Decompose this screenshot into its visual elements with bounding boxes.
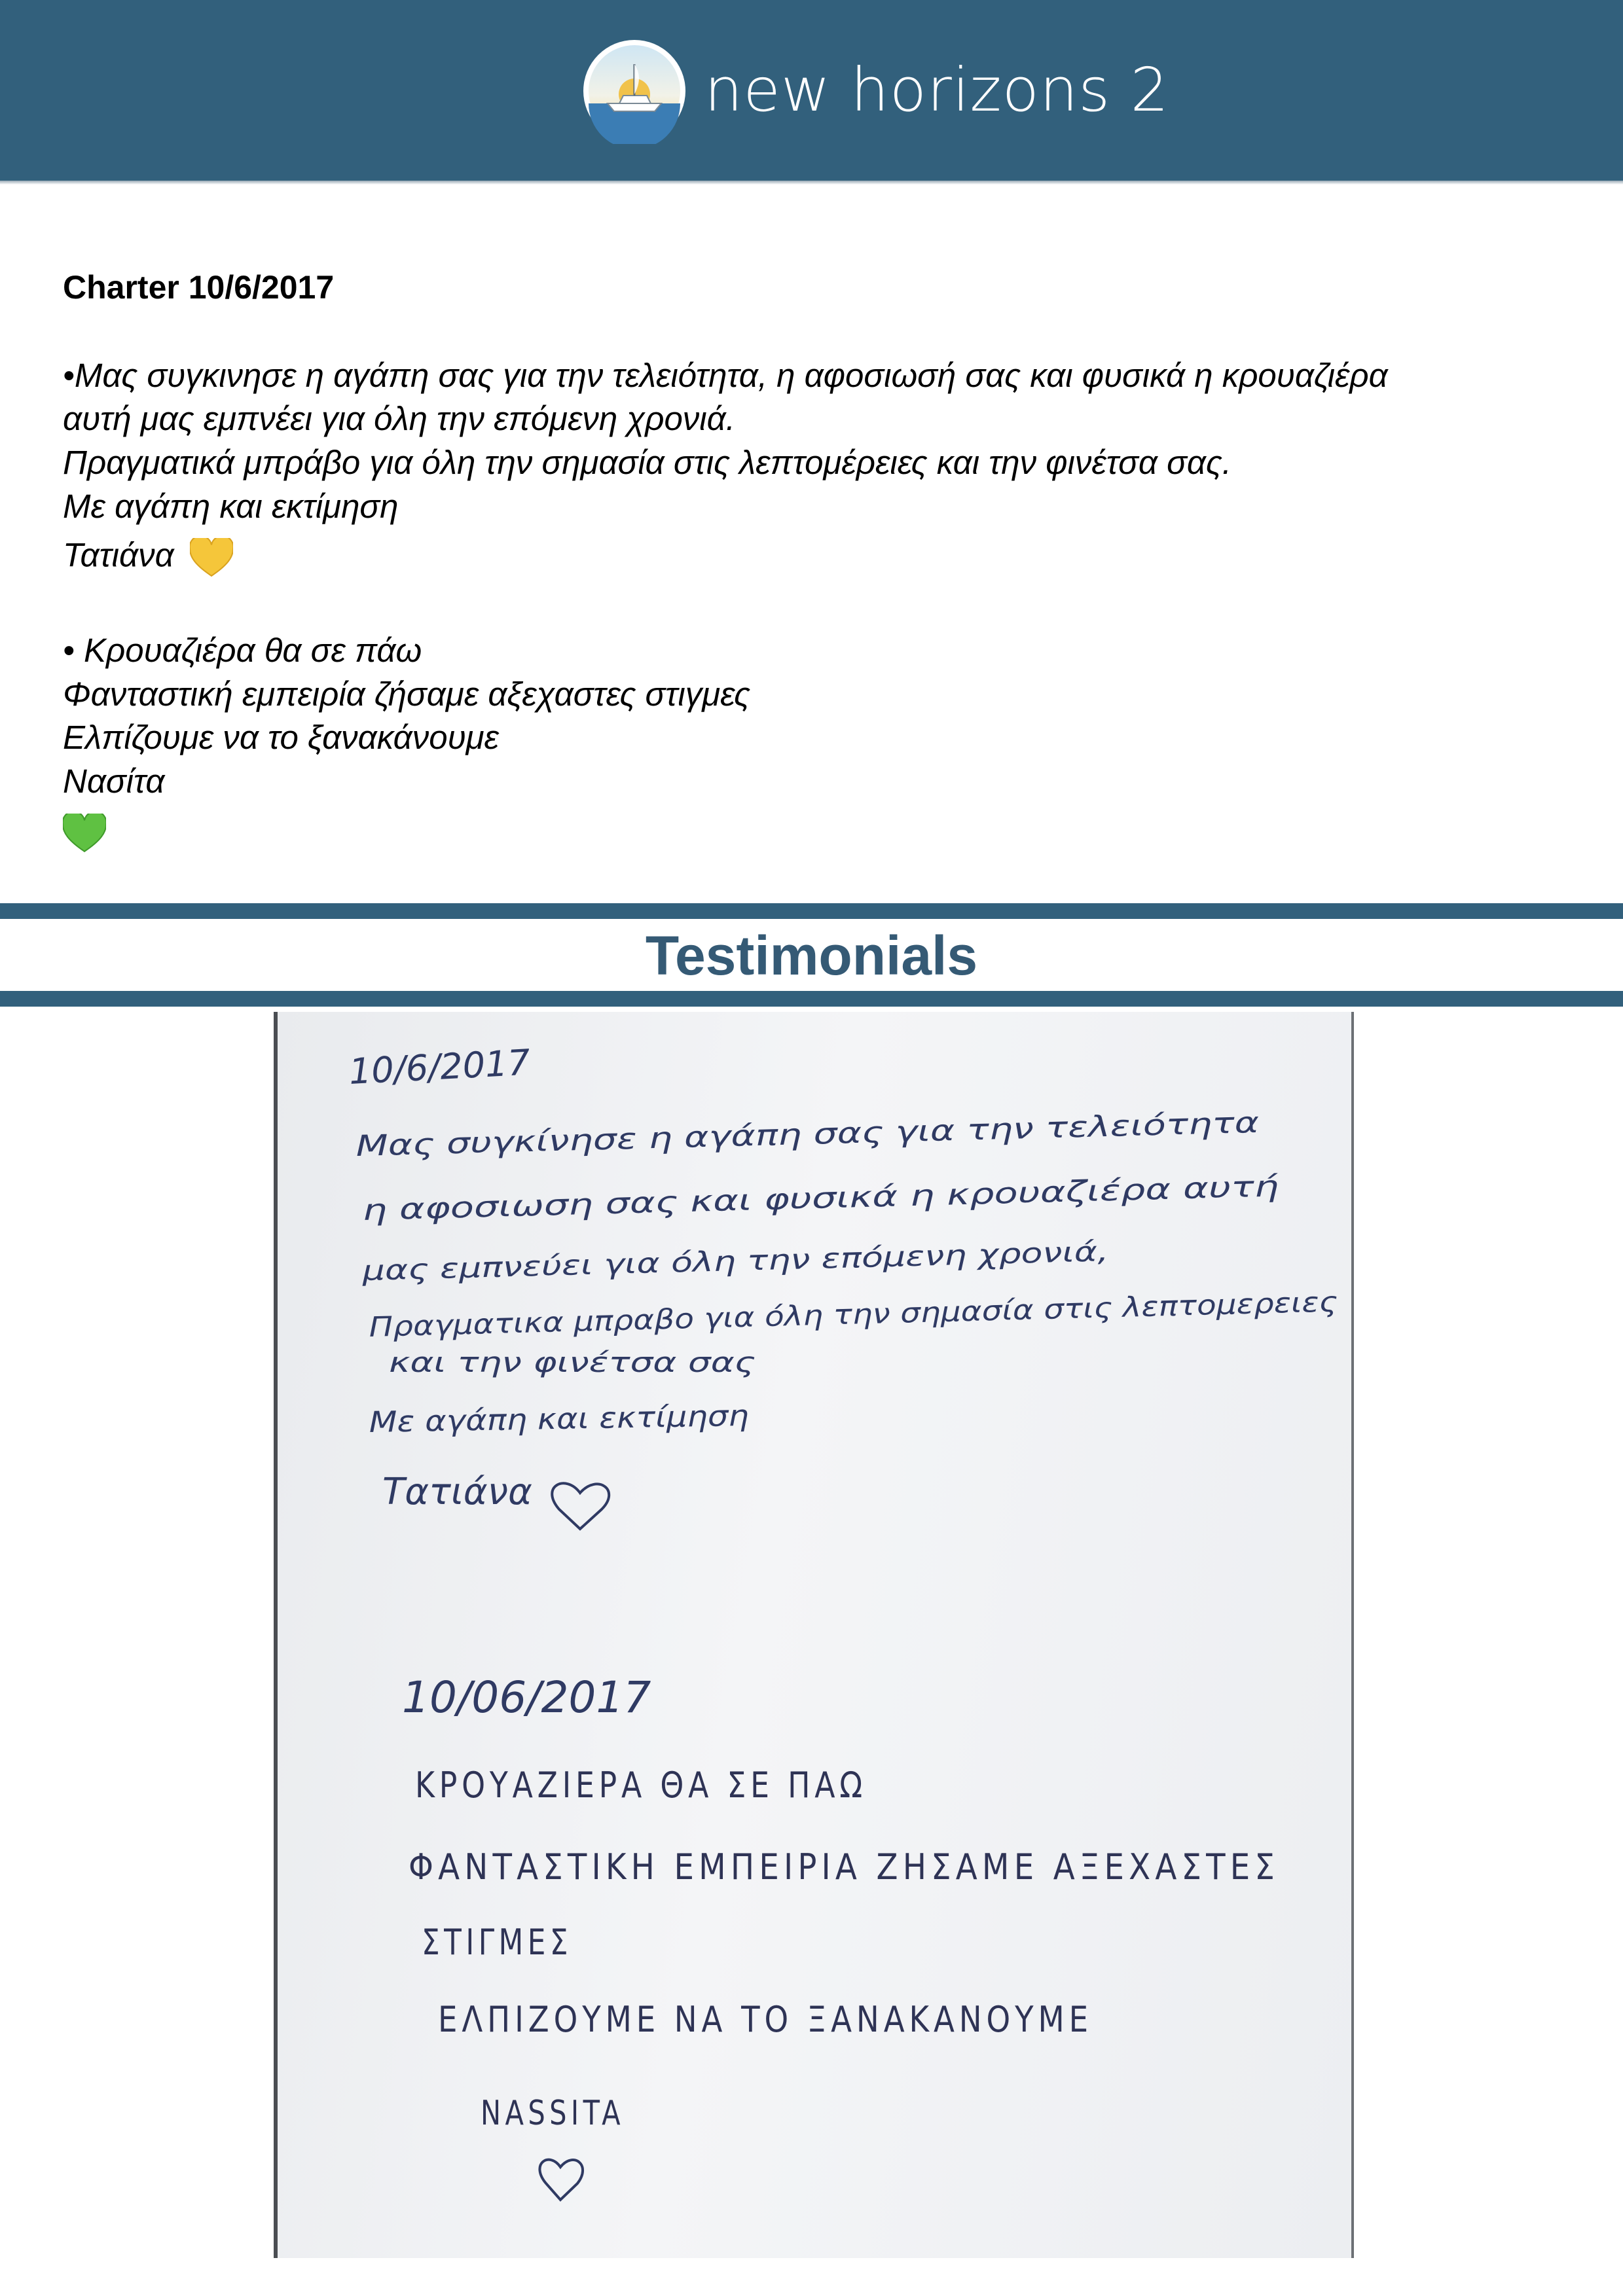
testimonial-line: Φανταστική εμπειρία ζήσαμε αξεχαστες στιγμες — [63, 675, 750, 713]
note-signature: NASSITA — [481, 2094, 625, 2133]
green-heart-icon — [63, 814, 106, 853]
note-line: Μας συγκίνησε η αγάπη σας για την τελειότητα — [355, 1111, 1053, 1163]
testimonial-line: •Μας συγκινησε η αγάπη σας για την τελειότητα, η αφοσιωσή σας και φυσικά η κρουαζιέρα — [63, 357, 1388, 394]
testimonial-line: Με αγάπη και εκτίμηση — [63, 488, 399, 525]
note-line: ΣΤΙΓΜΕΣ — [422, 1922, 572, 1963]
yellow-heart-icon — [190, 538, 233, 577]
note-date: 10/06/2017 — [402, 1672, 651, 1723]
note-line: ΚΡΟΥΑΖΙΕΡΑ ΘΑ ΣΕ ΠΑΩ — [415, 1765, 867, 1806]
note-line: και την φινέτσα σας — [389, 1346, 756, 1378]
yacht-sunset-logo-icon — [581, 38, 687, 144]
note-date: 10/6/2017 — [348, 1041, 532, 1092]
page-header — [0, 0, 1623, 181]
testimonial-signature: Νασίτα — [63, 762, 165, 800]
signature-text: Τατιάνα — [63, 536, 174, 574]
note-line: Με αγάπη και εκτίμηση — [369, 1400, 706, 1439]
testimonial-line: αυτή μας εμπνέει για όλη την επόμενη χρονιά. — [63, 400, 735, 437]
testimonial-line: Πραγματικά μπράβο για όλη την σημασία στις λεπτομέρειες και την φινέτσα σας. — [63, 444, 1231, 481]
note-line: Πραγματικα μπραβο για όλη την σημασία στις λεπτομερειες — [368, 1289, 1207, 1343]
testimonial-line: • Κρουαζιέρα θα σε πάω — [63, 632, 422, 669]
section-rule-top — [0, 903, 1623, 919]
brand-name: new horizons 2 — [704, 55, 1169, 125]
hand-drawn-heart-icon — [552, 1483, 609, 1529]
hand-drawn-heart-icon — [539, 2160, 583, 2200]
section-title: Testimonials — [645, 925, 978, 986]
testimonial-line: Ελπίζουμε να το ξανακάνουμε — [63, 719, 499, 756]
note-line: μας εμπνεύει για όλη την επόμενη χρονιά, — [361, 1239, 945, 1287]
note-line: ΦΑΝΤΑΣΤΙΚΗ ΕΜΠΕΙΡΙΑ ΖΗΣΑΜΕ ΑΞΕΧΑΣΤΕΣ — [409, 1846, 1279, 1888]
testimonial-signature — [63, 538, 233, 577]
header-shadow — [0, 181, 1623, 185]
handwritten-letter-photo — [274, 1012, 1354, 2258]
note-line: η αφοσιωση σας και φυσικά η κρουαζιέρα αυτή — [361, 1175, 1046, 1227]
note-signature: Τατιάνα — [382, 1471, 532, 1513]
charter-title: Charter 10/6/2017 — [63, 269, 335, 306]
section-rule-bottom — [0, 991, 1623, 1007]
note-line: ΕΛΠΙΖΟΥΜΕ ΝΑ ΤΟ ΞΑΝΑΚΑΝΟΥΜΕ — [438, 1999, 1093, 2040]
